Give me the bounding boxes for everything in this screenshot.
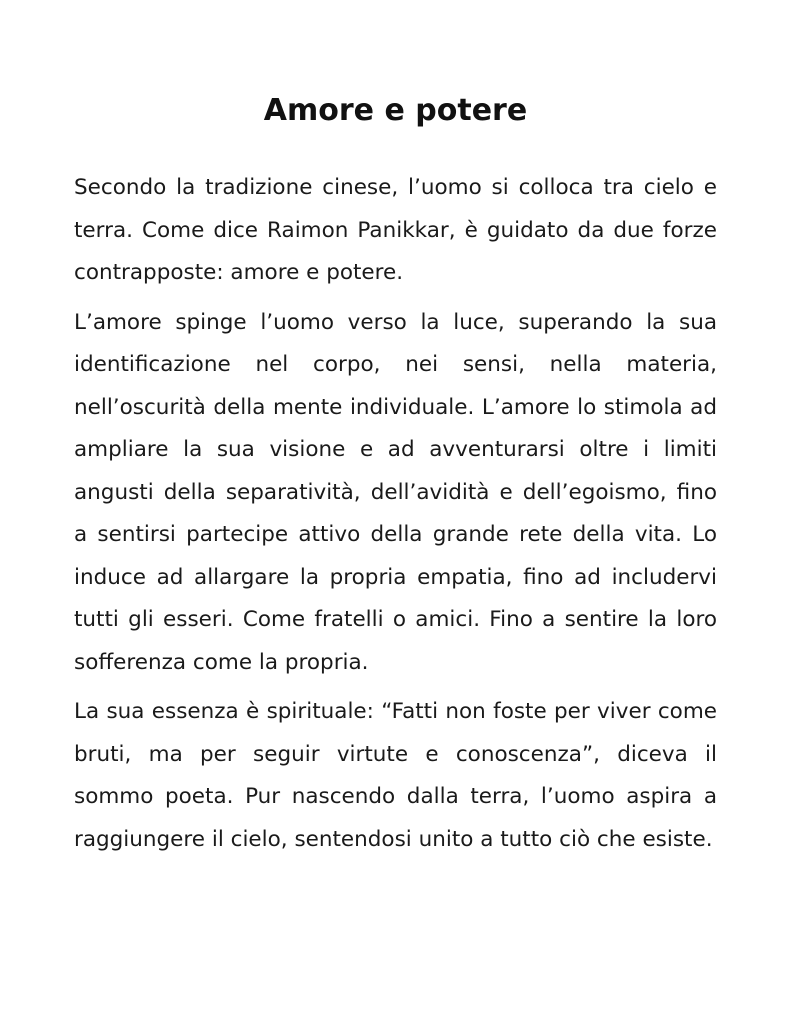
page-title: Amore e potere: [263, 93, 528, 128]
paragraph-1: Secondo la tradizione cinese, l’uomo si colloca tra cielo e terra. Come dice Raimon Panikkar, è guidato da due forze contrapposte: amore e potere.: [74, 175, 717, 285]
paragraph-2: L’amore spinge l’uomo verso la luce, superando la sua identificazione nel corpo, nei sensi, nella materia, nell’oscurità della mente individuale. L’amore lo stimola ad ampliare la sua visione e ad avventurarsi oltre i limiti angusti della separatività, dell’avidità e dell’egoismo, fino a sentirsi partecipe attivo della grande rete della vita. Lo induce ad allargare la propria empatia, fino ad includervi tutti gli esseri. Come fratelli o amici. Fino a sentire la loro sofferenza come la propria.: [74, 309, 717, 675]
document-page: [74, 88, 717, 861]
paragraph-3: La sua essenza è spirituale: “Fatti non foste per viver come bruti, ma per seguir virtute e conoscenza”, diceva il sommo poeta. Pur nascendo dalla terra, l’uomo aspira a raggiungere il cielo, sentendosi unito a tutto ciò che esiste.: [74, 699, 717, 852]
